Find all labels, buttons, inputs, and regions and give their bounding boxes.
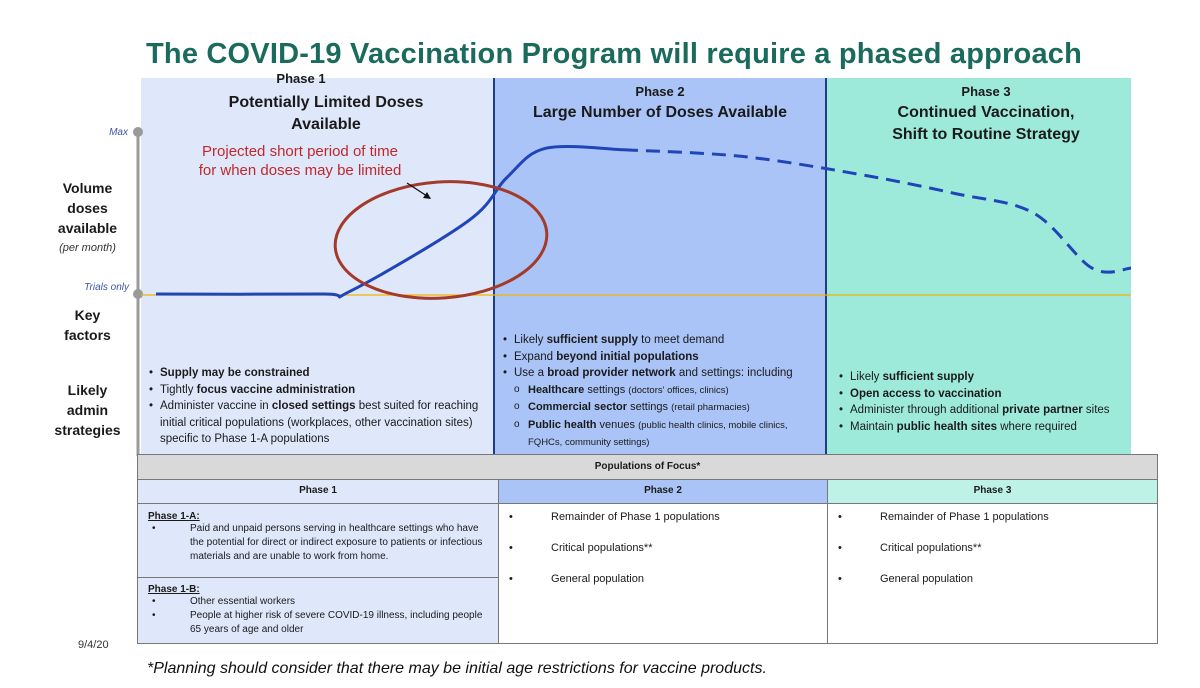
phase-3-strategy-bullet	[838, 402, 1130, 419]
populations-header: Populations of Focus*	[137, 454, 1158, 480]
phase-2-strategy-text: Commercial sector	[528, 401, 628, 413]
phase-1-strategy-text: best suited for reaching initial critical populations (workplaces, other vaccination sites) specific to Phase 1-A populations	[160, 400, 479, 445]
phase-2-populations-cell	[498, 504, 828, 644]
phase-3-description-line: Continued Vaccination,	[897, 104, 1075, 121]
phase-1-number: Phase 1	[276, 71, 326, 86]
phase-2-population-item: • Remainder of Phase 1 populations	[499, 510, 827, 541]
phase-1a-item: • Paid and unpaid persons serving in healthcare settings who have the potential for direct or indirect exposure to patients or infectious materials and are unable to work from home.	[148, 522, 490, 564]
short-period-annotation	[170, 142, 430, 180]
phase-2-strategy-text: sufficient supply	[546, 334, 638, 346]
phase-2-strategy-text: (retail pharmacies)	[671, 402, 750, 413]
phase-2-description-line: Large Number of Doses Available	[533, 104, 787, 121]
phase-3-populations-cell	[827, 504, 1158, 644]
phase-1b-cell	[137, 578, 499, 644]
population-column-phase-1: Phase 1	[137, 480, 499, 504]
phase-3-strategy-text: Administer through additional	[850, 404, 1003, 416]
phase-2-strategy-text: (doctors' offices, clinics)	[628, 384, 729, 396]
phase-2-strategy-text: Use a	[514, 367, 548, 379]
phase-1a-cell	[137, 504, 499, 578]
phase-2-strategy-text: Expand	[514, 350, 557, 363]
annotation-line: Projected short period of time	[202, 143, 398, 160]
phase-1-strategies	[148, 365, 493, 448]
y-axis-sublabel: (per month)	[59, 242, 116, 254]
phase-2-strategy-text: venues	[596, 418, 639, 431]
annotation-line: for when doses may be limited	[198, 162, 402, 179]
phase-2-strategy-text: beyond initial populations	[556, 350, 699, 363]
y-tick-trials-only: Trials only	[84, 282, 129, 293]
slide-date: 9/4/20	[78, 639, 109, 651]
phase-3-strategy-text: sites	[1082, 404, 1110, 416]
phase-1-strategy-text: Tightly	[160, 383, 197, 396]
page-title: The COVID-19 Vaccination Program will require a phased approach	[145, 38, 1083, 70]
phase-2-strategy-text: broad provider network	[547, 367, 676, 379]
phase-3-number: Phase 3	[961, 84, 1011, 99]
phase-2-strategy-text: Public health	[528, 418, 597, 431]
phase-2-strategy-bullet	[502, 332, 822, 349]
phase-2-strategy-text: settings	[584, 383, 629, 396]
phase-2-strategy-sub-bullet	[502, 399, 822, 417]
y-axis-trials-marker	[133, 289, 143, 299]
phase-3-strategy-bullet	[838, 386, 1130, 403]
phase-2-strategy-text: (public health clinics, mobile clinics, FQHCs, community settings)	[528, 419, 788, 448]
phase-2-strategy-sub-bullet	[502, 382, 822, 400]
phase-1-strategy-text: Administer vaccine in	[160, 400, 272, 412]
key-factors-line: Key	[74, 307, 101, 323]
phase-3-strategy-text: public health sites	[896, 420, 997, 433]
y-axis-max-marker	[133, 127, 143, 137]
phase-3-population-item: • Remainder of Phase 1 populations	[828, 510, 1157, 541]
phase-3-strategy-text: Likely	[850, 371, 883, 383]
phase-1b-heading: Phase 1-B:	[148, 584, 200, 595]
phase-1-strategy-bullet	[148, 365, 493, 382]
phase-1-strategy-bullet	[148, 382, 493, 399]
supply-curve-projected-dashed	[624, 150, 1131, 272]
phase-3-strategy-text: private partner	[1002, 404, 1083, 416]
phase-2-strategy-text: Likely	[514, 334, 547, 346]
phase-3-strategy-text: Maintain	[850, 420, 897, 433]
annotation-arrowhead	[423, 192, 431, 199]
phase-2-population-item: • Critical populations**	[499, 541, 827, 572]
phase-1-strategy-text: Supply may be constrained	[160, 367, 310, 379]
admin-strategies-line: strategies	[54, 422, 121, 438]
phase-2-strategy-text: settings	[627, 401, 672, 413]
phase-3-strategy-text: Open access to vaccination	[850, 387, 1002, 400]
phase-2-strategy-text: Healthcare	[528, 383, 585, 396]
phase-2-strategy-sub-bullet	[502, 417, 822, 452]
phase-1-strategy-text: focus vaccine administration	[196, 383, 356, 396]
phase-1-description-line: Available	[291, 116, 361, 133]
phase-2-strategy-text: to meet demand	[637, 334, 725, 346]
population-column-phase-3: Phase 3	[827, 480, 1158, 504]
admin-strategies-line: Likely	[67, 382, 108, 398]
phase-1a-group	[148, 511, 490, 564]
phase-1b-item: • Other essential workers	[148, 595, 490, 609]
phase-2-strategy-bullet	[502, 349, 822, 366]
phase-3-strategy-bullet	[838, 369, 1130, 386]
phase-1b-group	[148, 584, 490, 637]
phase-3-description-line: Shift to Routine Strategy	[892, 126, 1080, 143]
phase-2-number: Phase 2	[635, 84, 685, 99]
phase-3-population-item: • Critical populations**	[828, 541, 1157, 572]
phase-3-strategy-text: where required	[997, 420, 1077, 433]
phase-1-strategy-bullet	[148, 398, 493, 448]
phase-3-strategies	[838, 369, 1130, 435]
footnote: *Planning should consider that there may be initial age restrictions for vaccine products.	[147, 660, 767, 677]
key-factors-line: factors	[64, 327, 111, 343]
phase-2-strategy-text: and settings: including	[675, 367, 793, 379]
phase-3-strategy-bullet	[838, 419, 1130, 436]
phase-2-strategies	[502, 332, 822, 452]
phase-1-strategy-text: closed settings	[271, 400, 356, 412]
phase-1b-item: • People at higher risk of severe COVID-19 illness, including people 65 years of age and older	[148, 609, 490, 637]
phase-2-strategy-bullet	[502, 365, 822, 382]
y-axis-label-line: doses	[67, 200, 108, 216]
y-tick-max: Max	[109, 127, 128, 138]
y-axis-label-line: Volume	[62, 180, 113, 196]
y-axis-label-line: available	[57, 220, 118, 236]
phase-2-population-item: • General population	[499, 572, 827, 603]
admin-strategies-line: admin	[66, 402, 109, 418]
phase-3-strategy-text: sufficient supply	[882, 371, 974, 383]
phase-1-description-line: Potentially Limited Doses	[228, 94, 424, 111]
population-column-phase-2: Phase 2	[498, 480, 828, 504]
phase-3-population-item: • General population	[828, 572, 1157, 603]
phase-1a-heading: Phase 1-A:	[148, 511, 200, 522]
